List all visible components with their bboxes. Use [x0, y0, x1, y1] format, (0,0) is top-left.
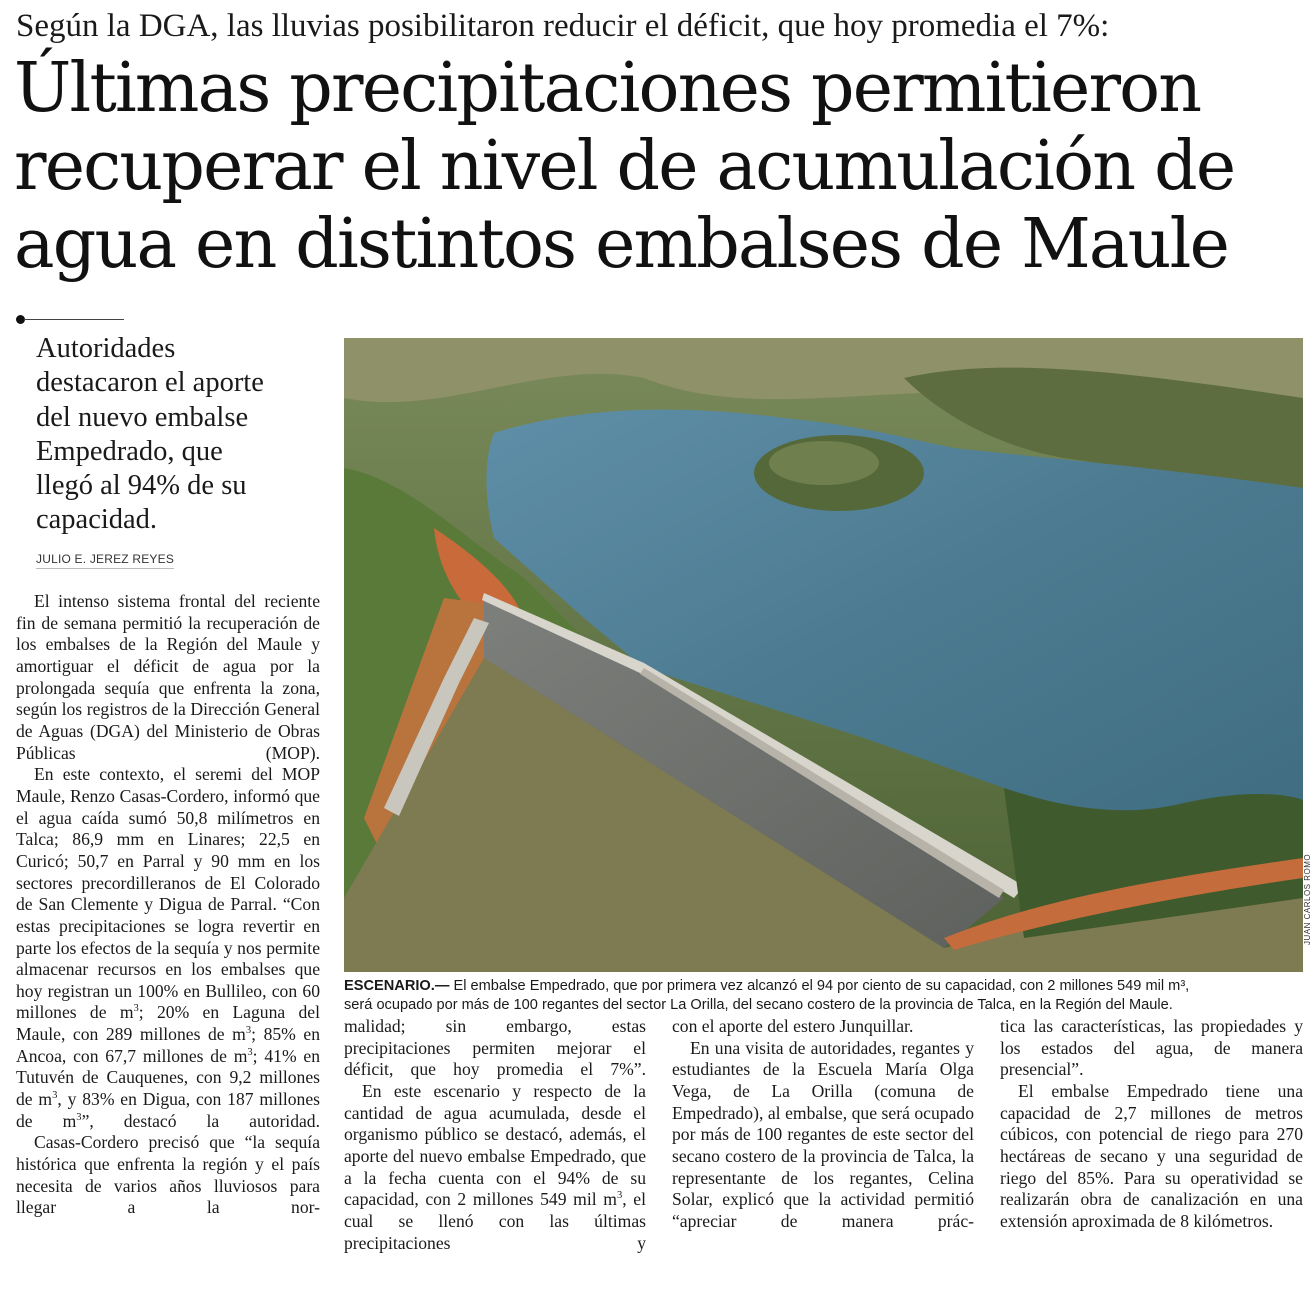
- lede-line: Empedrado, que: [36, 435, 223, 467]
- body-paragraph: El embalse Empedrado tiene una capacidad de 2,7 millones de metros cúbicos, con potencial de riego para 270 hectáreas de secano y una seguridad de riego del 85%. Para su operatividad se realizarán obra de canalización en una extensión aproximada de 8 kilómetros.: [1000, 1080, 1303, 1231]
- body-column-3: [672, 1016, 974, 1233]
- kicker: Según la DGA, las lluvias posibilitaron reducir el déficit, que hoy promedia el 7%:: [16, 8, 1110, 44]
- body-paragraph: El intenso sistema frontal del reciente fin de semana permitió la recuperación de los embalses de la Región del Maule y amortiguar el déficit de agua por la prolongada sequía que enfrenta la zona, según los registros de la Dirección General de Aguas (DGA) del Ministerio de Obras Públicas (MOP).: [16, 591, 320, 763]
- body-paragraph: malidad; sin embargo, estas precipitaciones permiten mejorar el déficit, que hoy promedia el 7%”.: [344, 1016, 646, 1080]
- photo-credit: JUAN CARLOS ROMO: [1303, 853, 1312, 945]
- lede-line: del nuevo embalse: [36, 401, 249, 433]
- body-column-2: [344, 1016, 646, 1254]
- headline-line: recuperar el nivel de acumulación de: [14, 127, 1235, 206]
- body-paragraph: En este escenario y respecto de la cantidad de agua acumulada, desde el organismo público se destacó, además, el aporte del nuevo embalse Empedrado, que a la fecha cuenta con el 94% de su capacidad, con 2 millones 549 mil $m^3$, el cual se llenó con las últimas precipitaciones y: [344, 1080, 646, 1253]
- caption-line: será ocupado por más de 100 regantes del sector La Orilla, del secano costero de la provincia de Talca, en la Región del Maule.: [344, 997, 1173, 1013]
- lede-line: destacaron el aporte: [36, 367, 264, 399]
- caption-line: ESCENARIO.— El embalse Empedrado, que por primera vez alcanzó el 94 por ciento de su capacidad, con 2 millones 549 mil m³,: [344, 978, 1190, 994]
- body-column-4: [1000, 1016, 1303, 1233]
- lede-line: capacidad.: [36, 504, 158, 536]
- body-paragraph: Casas-Cordero precisó que “la sequía histórica que enfrenta la región y el país necesita de varios años lluviosos para llegar a la nor-: [16, 1132, 320, 1218]
- lede: [36, 332, 336, 538]
- photo-caption: [344, 977, 1303, 1015]
- caption-label: ESCENARIO.—: [344, 978, 450, 994]
- body-paragraph: tica las características, las propiedades y los estados del agua, de manera presencial”.: [1000, 1016, 1303, 1080]
- body-column-1: [16, 591, 320, 1219]
- divider-line: [24, 319, 124, 320]
- headline-line: Últimas precipitaciones permitieron: [14, 49, 1201, 128]
- lede-line: Autoridades: [36, 333, 176, 364]
- body-paragraph: En este contexto, el seremi del MOP Maule, Renzo Casas-Cordero, informó que el agua caída sumó 50,8 milímetros en Talca; 86,9 mm en Linares; 22,5 en Curicó; 50,7 en Parral y 90 mm en los sectores precordilleranos de El Colorado de San Clemente y Digua de Parral. “Con estas precipitaciones se logra revertir en parte los efectos de la sequía y nos permite almacenar recursos en los embalses que hoy registran un 100% en Bullileo, con 60 millones de $m^3$; 20% en Laguna del Maule, con 289 millones de $m^3$; 85% en Ancoa, con 67,7 millones de $m^3$; 41% en Tutuvén de Cauquenes, con 9,2 millones de $m^3$, y 83% en Digua, con 187 millones de $m^3$”, destacó la autoridad.: [16, 764, 321, 1131]
- byline: JULIO E. JEREZ REYES: [36, 552, 174, 569]
- headline: [14, 50, 1309, 284]
- reservoir-photo: [344, 338, 1303, 972]
- lede-line: llegó al 94% de su: [36, 470, 247, 502]
- body-paragraph: En una visita de autoridades, regantes y estudiantes de la Escuela María Olga Vega, de La Orilla (comuna de Empedrado), al embalse, que será ocupado por más de 100 regantes de este sector del secano costero de la provincia de Talca, la representante de los regantes, Celina Solar, explicó que la actividad permitió “apreciar de manera prác-: [672, 1037, 974, 1231]
- headline-line: agua en distintos embalses de Maule: [14, 205, 1229, 284]
- body-paragraph: con el aporte del estero Junquillar.: [672, 1016, 914, 1036]
